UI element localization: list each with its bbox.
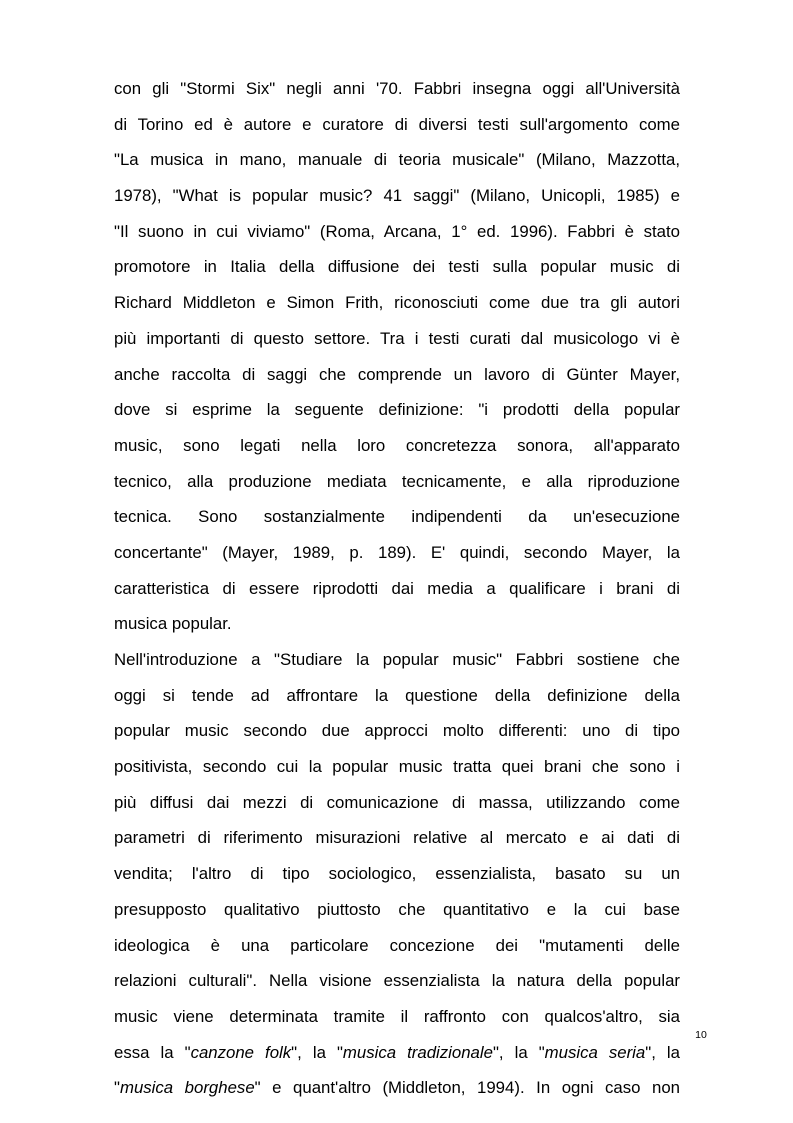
text-line [114,285,680,321]
text-line [114,606,680,642]
italic-text: musica tradizionale [342,1042,493,1062]
text-run: "La musica in mano, manuale di teoria musicale" (Milano, Mazzotta, [114,150,680,170]
text-run: oggi si tende ad affrontare la questione della definizione della [114,685,680,705]
text-line [114,107,680,143]
text-line [114,749,680,785]
text-line [114,321,680,357]
text-run: ", la " [291,1042,343,1062]
text-run: ", la " [492,1042,545,1062]
text-run: promotore in Italia della diffusione dei testi sulla popular music di [114,257,680,277]
text-line [114,249,680,285]
text-run: ", la [645,1042,680,1062]
text-line [114,999,680,1035]
text-line [114,642,680,678]
text-run: più importanti di questo settore. Tra i testi curati dal musicologo vi è [114,328,680,348]
text-line [114,571,680,607]
text-line [114,856,680,892]
text-line [114,892,680,928]
text-line [114,392,680,428]
text-run: parametri di riferimento misurazioni relative al mercato e ai dati di [114,828,680,848]
text-line [114,142,680,178]
body-text [114,71,680,1106]
text-line [114,678,680,714]
text-line [114,71,680,107]
text-line [114,464,680,500]
text-line [114,499,680,535]
text-line [114,1035,680,1071]
text-run: " e quant'altro (Middleton, 1994). In ogni caso non [254,1078,680,1098]
italic-text: musica seria [544,1042,646,1062]
text-line [114,785,680,821]
text-run: relazioni culturali". Nella visione essenzialista la natura della popular [114,971,680,991]
italic-text: canzone folk [190,1042,292,1062]
text-line [114,928,680,964]
text-run: caratteristica di essere riprodotti dai media a qualificare i brani di [114,578,680,598]
text-run: Richard Middleton e Simon Frith, riconosciuti come due tra gli autori [114,293,680,313]
text-line [114,535,680,571]
text-run: tecnica. Sono sostanzialmente indipendenti da un'esecuzione [114,507,680,527]
italic-text: musica borghese [119,1078,255,1098]
text-line [114,214,680,250]
text-line [114,820,680,856]
text-run: più diffusi dai mezzi di comunicazione di massa, utilizzando come [114,792,680,812]
text-run: popular music secondo due approcci molto differenti: uno di tipo [114,721,680,741]
text-run: ideologica è una particolare concezione dei "mutamenti delle [114,935,680,955]
text-line [114,963,680,999]
text-run: musica popular. [114,614,232,634]
text-run: vendita; l'altro di tipo sociologico, essenzialista, basato su un [114,864,680,884]
text-run: dove si esprime la seguente definizione: "i prodotti della popular [114,400,680,420]
page-number: 10 [695,1029,707,1041]
text-run: music viene determinata tramite il raffronto con qualcos'altro, sia [114,1006,680,1026]
text-line [114,178,680,214]
text-run: music, sono legati nella loro concretezza sonora, all'apparato [114,435,680,455]
text-run: concertante" (Mayer, 1989, p. 189). E' quindi, secondo Mayer, la [114,542,680,562]
text-run: 1978), "What is popular music? 41 saggi" (Milano, Unicopli, 1985) e [114,186,680,206]
text-run: Nell'introduzione a "Studiare la popular music" Fabbri sostiene che [114,650,680,669]
text-run: positivista, secondo cui la popular music tratta quei brani che sono i [114,757,680,777]
text-run: anche raccolta di saggi che comprende un lavoro di Günter Mayer, [114,364,680,384]
text-run: " [114,1078,120,1098]
text-run: presupposto qualitativo piuttosto che quantitativo e la cui base [114,899,680,919]
text-line [114,428,680,464]
text-line [114,713,680,749]
text-run: tecnico, alla produzione mediata tecnicamente, e alla riproduzione [114,471,680,491]
text-line [114,1070,680,1106]
text-run: di Torino ed è autore e curatore di diversi testi sull'argomento come [114,114,680,134]
text-run: essa la " [114,1042,191,1062]
text-line [114,357,680,393]
text-run: "Il suono in cui viviamo" (Roma, Arcana, 1° ed. 1996). Fabbri è stato [114,221,680,241]
text-run: con gli "Stormi Six" negli anni '70. Fabbri insegna oggi all'Università [114,79,680,98]
